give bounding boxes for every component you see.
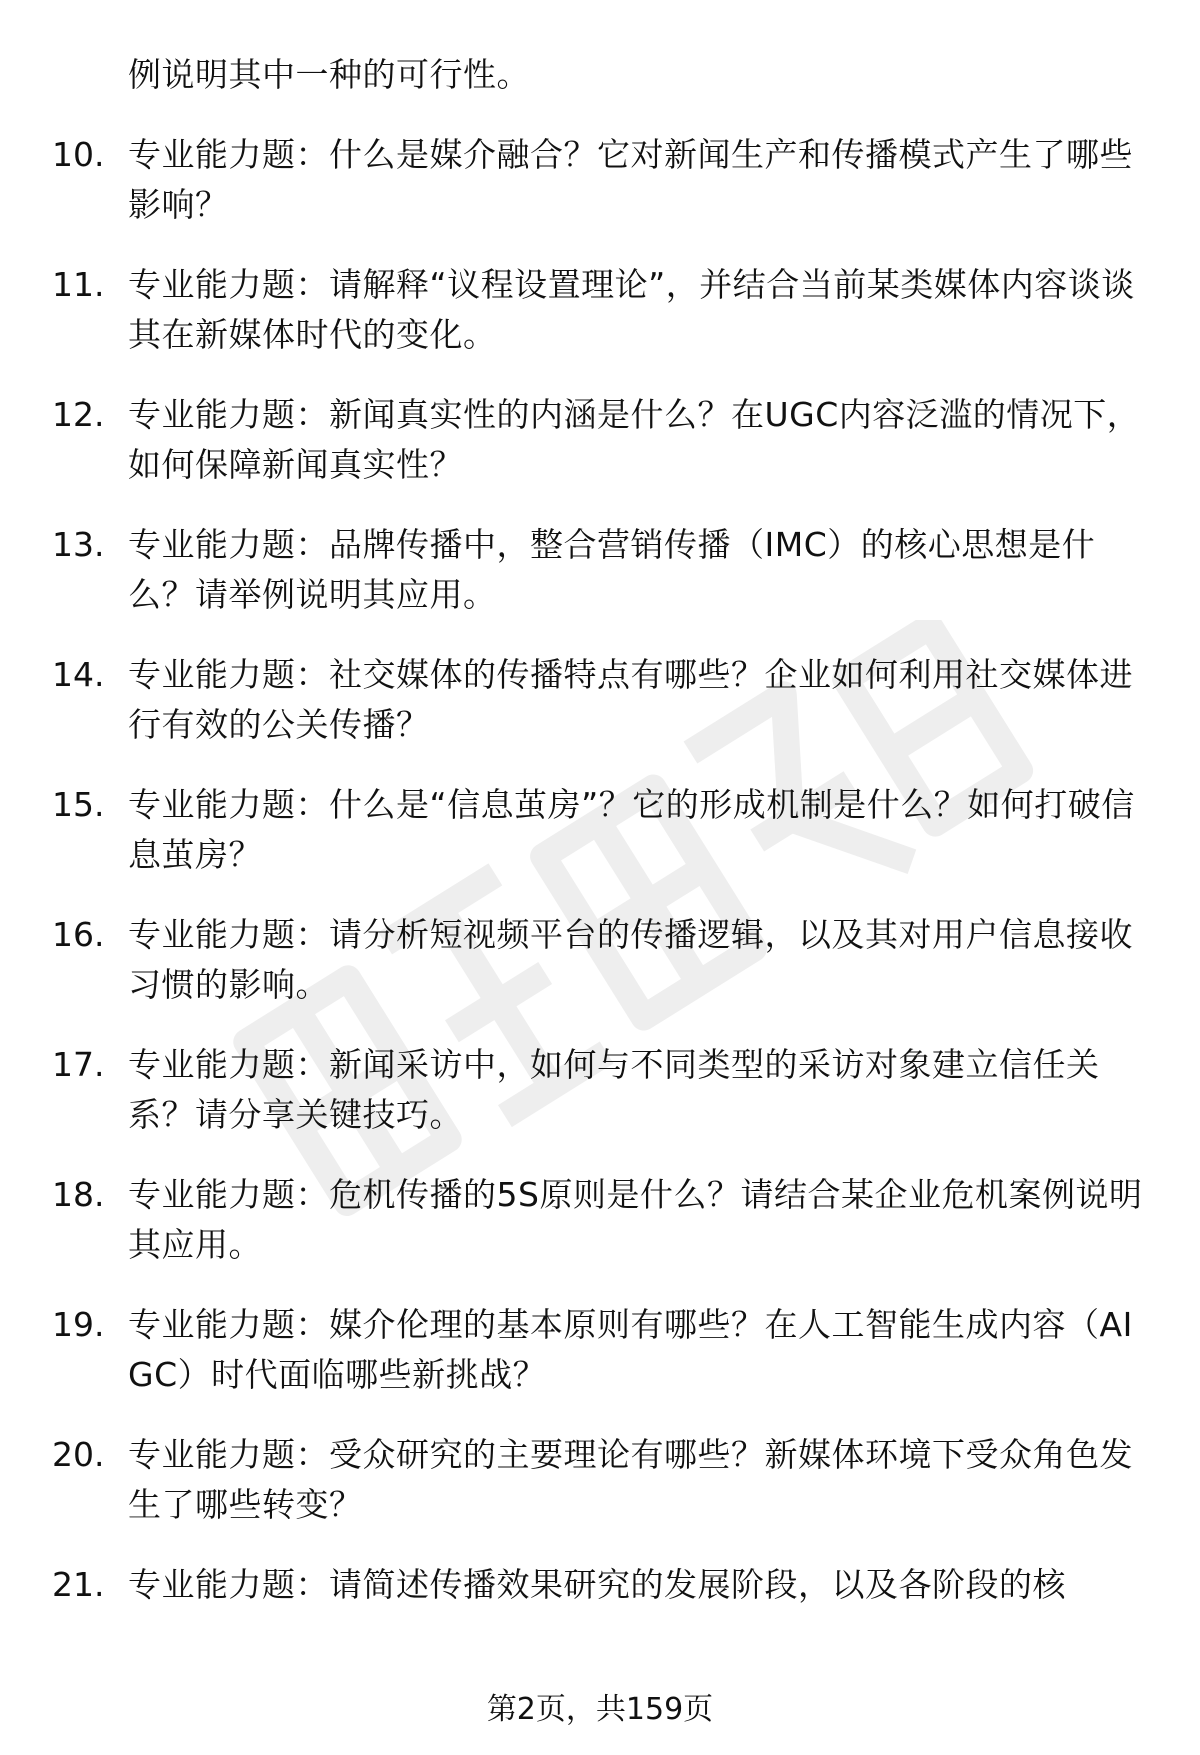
question-text: 专业能力题：什么是“信息茧房”？它的形成机制是什么？如何打破信息茧房？ — [128, 785, 1135, 874]
question-item — [52, 910, 1152, 1010]
question-item — [52, 650, 1152, 750]
question-list — [52, 50, 1152, 1610]
question-text: 专业能力题：社交媒体的传播特点有哪些？企业如何利用社交媒体进行有效的公关传播？ — [128, 655, 1133, 744]
question-number: 20. — [52, 1435, 105, 1474]
question-text: 专业能力题：危机传播的5S原则是什么？请结合某企业危机案例说明其应用。 — [128, 1175, 1143, 1264]
continuation-text: 例说明其中一种的可行性。 — [128, 55, 530, 94]
question-item — [52, 1170, 1152, 1270]
question-number: 19. — [52, 1305, 105, 1344]
question-text: 专业能力题：媒介伦理的基本原则有哪些？在人工智能生成内容（AIGC）时代面临哪些新挑战？ — [128, 1305, 1133, 1394]
question-number: 15. — [52, 785, 105, 824]
question-text: 专业能力题：品牌传播中，整合营销传播（IMC）的核心思想是什么？请举例说明其应用。 — [128, 525, 1096, 614]
question-number: 10. — [52, 135, 105, 174]
question-text: 专业能力题：新闻真实性的内涵是什么？在UGC内容泛滥的情况下，如何保障新闻真实性？ — [128, 395, 1141, 484]
page-footer: 第2页，共159页 — [486, 1692, 714, 1727]
question-item — [52, 520, 1152, 620]
question-text: 专业能力题：请解释“议程设置理论”，并结合当前某类媒体内容谈谈其在新媒体时代的变化。 — [128, 265, 1135, 354]
question-text: 专业能力题：请简述传播效果研究的发展阶段，以及各阶段的核 — [128, 1565, 1066, 1604]
question-number: 12. — [52, 395, 105, 434]
question-number: 14. — [52, 655, 105, 694]
question-item — [52, 1430, 1152, 1530]
question-number: 13. — [52, 525, 105, 564]
question-text: 专业能力题：新闻采访中，如何与不同类型的采访对象建立信任关系？请分享关键技巧。 — [128, 1045, 1100, 1134]
question-item — [52, 1300, 1152, 1400]
question-item — [52, 780, 1152, 880]
question-item — [52, 130, 1152, 230]
question-item — [52, 1560, 1152, 1610]
question-text: 专业能力题：什么是媒介融合？它对新闻生产和传播模式产生了哪些影响？ — [128, 135, 1133, 224]
question-item — [52, 390, 1152, 490]
question-number: 11. — [52, 265, 105, 304]
question-item — [52, 1040, 1152, 1140]
question-number: 16. — [52, 915, 105, 954]
question-text: 专业能力题：受众研究的主要理论有哪些？新媒体环境下受众角色发生了哪些转变？ — [128, 1435, 1133, 1524]
question-number: 21. — [52, 1565, 105, 1604]
question-number: 18. — [52, 1175, 105, 1214]
question-text: 专业能力题：请分析短视频平台的传播逻辑，以及其对用户信息接收习惯的影响。 — [128, 915, 1133, 1004]
question-item — [52, 260, 1152, 360]
question-number: 17. — [52, 1045, 105, 1084]
